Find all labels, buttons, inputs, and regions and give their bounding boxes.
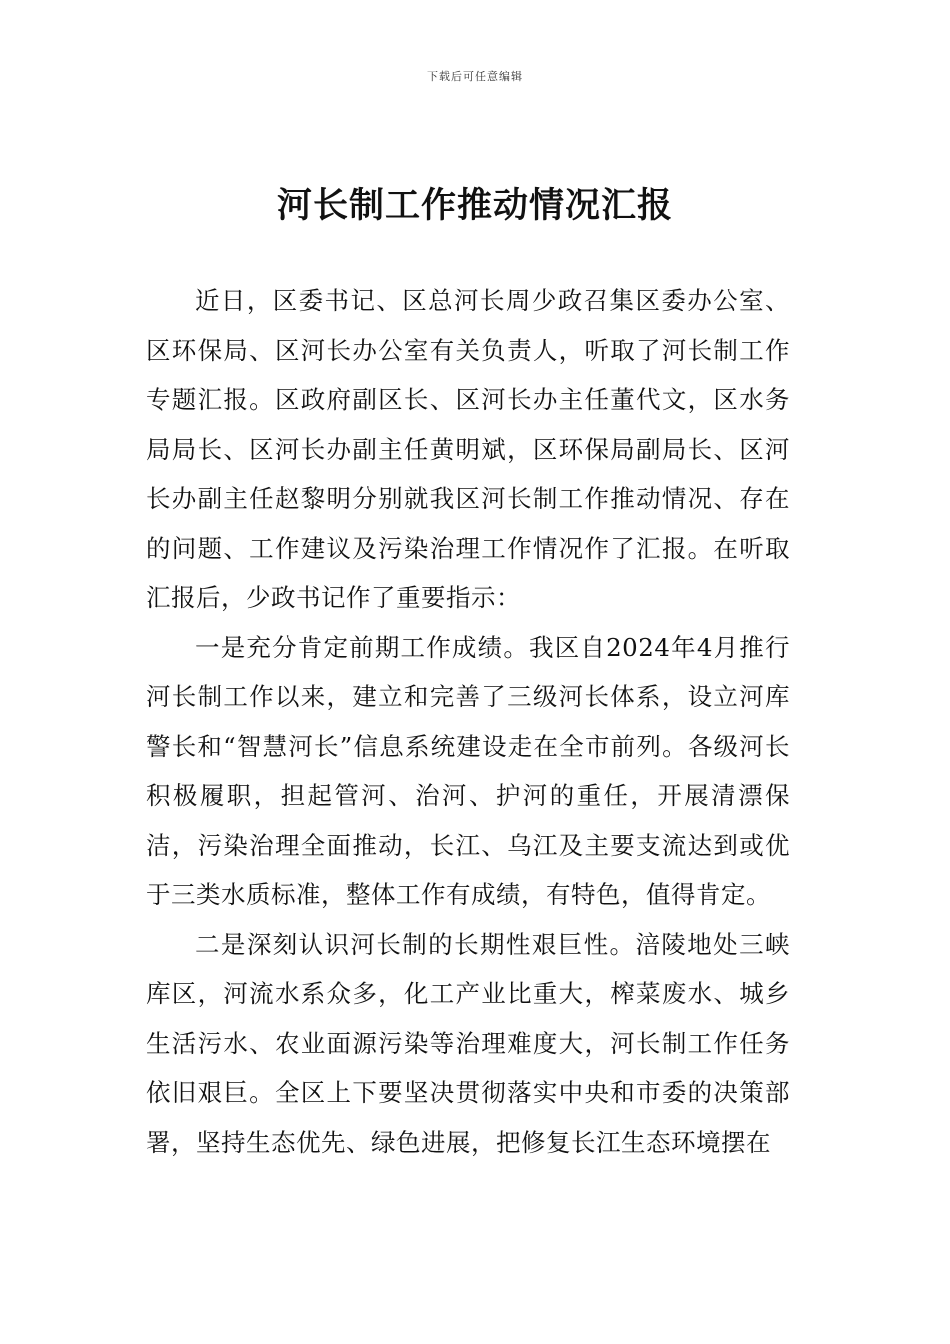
header-note: 下载后可任意编辑 xyxy=(427,70,523,83)
document-title: 河长制工作推动情况汇报 xyxy=(276,185,673,226)
paragraph-point-two: 二是深刻认识河长制的长期性艰巨性。涪陵地处三峡库区，河流水系众多，化工产业比重大，榨菜废水、城乡生活污水、农业面源污染等治理难度大，河长制工作任务依旧艰巨。全区上下要坚决贯彻落实中央和市委的决策部署，坚持生态优先、绿色进展，把修复长江生态环境摆在 xyxy=(146,929,790,1157)
document-body xyxy=(146,276,790,1167)
paragraph-point-one: 一是充分肯定前期工作成绩。我区自2024年4月推行河长制工作以来，建立和完善了三级河长体系，设立河库警长和“智慧河长”信息系统建设走在全市前列。各级河长积极履职，担起管河、治河、护河的重任，开展清漂保洁，污染治理全面推动，长江、乌江及主要支流达到或优于三类水质标准，整体工作有成绩，有特色，值得肯定。 xyxy=(146,632,790,909)
paragraph-intro: 近日，区委书记、区总河长周少政召集区委办公室、区环保局、区河长办公室有关负责人，听取了河长制工作专题汇报。区政府副区长、区河长办主任董代文，区水务局局长、区河长办副主任黄明斌，区环保局副局长、区河长办副主任赵黎明分别就我区河长制工作推动情况、存在的问题、工作建议及污染治理工作情况作了汇报。在听取汇报后，少政书记作了重要指示： xyxy=(146,286,790,612)
